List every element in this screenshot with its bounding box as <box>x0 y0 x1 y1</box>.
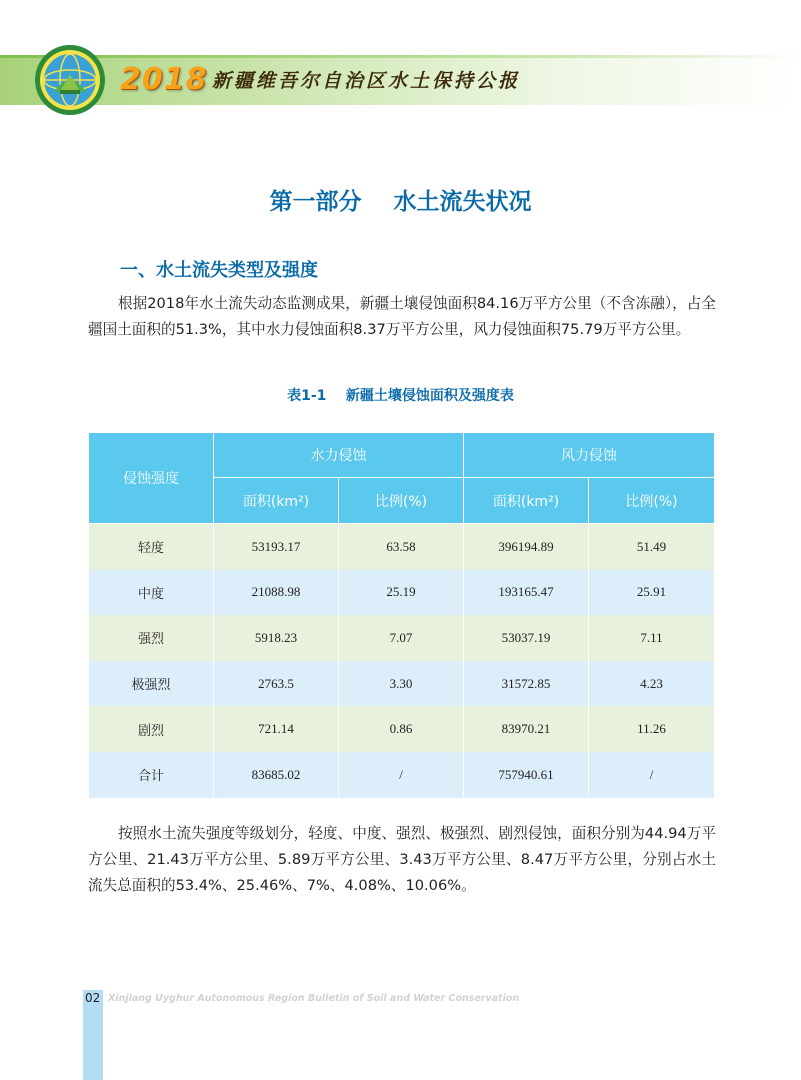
water-ratio-cell: 3.30 <box>339 661 464 707</box>
bulletin-logo-icon <box>34 44 106 116</box>
row-label: 合计 <box>89 752 214 798</box>
part-title: 第一部分 水土流失状况 <box>269 189 532 215</box>
wind-area-cell: 193165.47 <box>464 570 589 616</box>
intensity-paragraph: 按照水土流失强度等级划分，轻度、中度、强烈、极强烈、剧烈侵蚀，面积分别为44.94万平方公里、21.43万平方公里、5.89万平方公里、3.43万平方公里、8.47万平方公里，分别占水土流失总面积的53.4%、25.46%、7%、4.08%、10.06%。 <box>88 825 716 894</box>
banner-title: 新疆维吾尔自治区水土保持公报 <box>212 70 521 92</box>
header-banner-edge <box>0 55 801 58</box>
water-area-cell: 83685.02 <box>214 752 339 798</box>
wind-ratio-cell: 7.11 <box>589 615 715 661</box>
wind-area-cell: 757940.61 <box>464 752 589 798</box>
water-ratio-cell: / <box>339 752 464 798</box>
water-ratio-cell: 63.58 <box>339 524 464 570</box>
footer-bulletin-title: Xinjiang Uyghur Autonomous Region Bulletin of Soil and Water Conservation <box>108 993 520 1004</box>
wind-ratio-cell: 25.91 <box>589 570 715 616</box>
header-intensity: 侵蚀强度 <box>89 433 214 524</box>
table-row <box>89 661 715 707</box>
row-label: 剧烈 <box>89 706 214 752</box>
wind-area-cell: 83970.21 <box>464 706 589 752</box>
wind-area-cell: 396194.89 <box>464 524 589 570</box>
row-label: 极强烈 <box>89 661 214 707</box>
table-caption: 表1-1 新疆土壤侵蚀面积及强度表 <box>287 388 514 404</box>
table-row <box>89 706 715 752</box>
header-wind-area: 面积(km²) <box>464 478 589 524</box>
section-title: 一、水土流失类型及强度 <box>120 260 318 281</box>
table-row <box>89 570 715 616</box>
header-water-area: 面积(km²) <box>214 478 339 524</box>
wind-area-cell: 31572.85 <box>464 661 589 707</box>
table-row-total <box>89 752 715 798</box>
banner-year: 2018 <box>120 62 208 97</box>
wind-ratio-cell: / <box>589 752 715 798</box>
header-wind-ratio: 比例(%) <box>589 478 715 524</box>
page-number: 02 <box>85 991 101 1005</box>
intro-paragraph: 根据2018年水土流失动态监测成果，新疆土壤侵蚀面积84.16万平方公里（不含冻融），占全疆国土面积的51.3%，其中水力侵蚀面积8.37万平方公里，风力侵蚀面积75.79万平方公里。 <box>88 295 716 338</box>
wind-ratio-cell: 4.23 <box>589 661 715 707</box>
water-area-cell: 2763.5 <box>214 661 339 707</box>
table-row <box>89 615 715 661</box>
row-label: 强烈 <box>89 615 214 661</box>
water-area-cell: 721.14 <box>214 706 339 752</box>
header-water-ratio: 比例(%) <box>339 478 464 524</box>
row-label: 轻度 <box>89 524 214 570</box>
water-area-cell: 5918.23 <box>214 615 339 661</box>
table-row <box>89 524 715 570</box>
row-label: 中度 <box>89 570 214 616</box>
wind-ratio-cell: 11.26 <box>589 706 715 752</box>
wind-ratio-cell: 51.49 <box>589 524 715 570</box>
water-ratio-cell: 7.07 <box>339 615 464 661</box>
water-ratio-cell: 25.19 <box>339 570 464 616</box>
water-ratio-cell: 0.86 <box>339 706 464 752</box>
water-area-cell: 21088.98 <box>214 570 339 616</box>
water-area-cell: 53193.17 <box>214 524 339 570</box>
erosion-table <box>88 432 715 798</box>
wind-area-cell: 53037.19 <box>464 615 589 661</box>
header-wind-erosion: 风力侵蚀 <box>464 433 715 478</box>
header-water-erosion: 水力侵蚀 <box>214 433 464 478</box>
